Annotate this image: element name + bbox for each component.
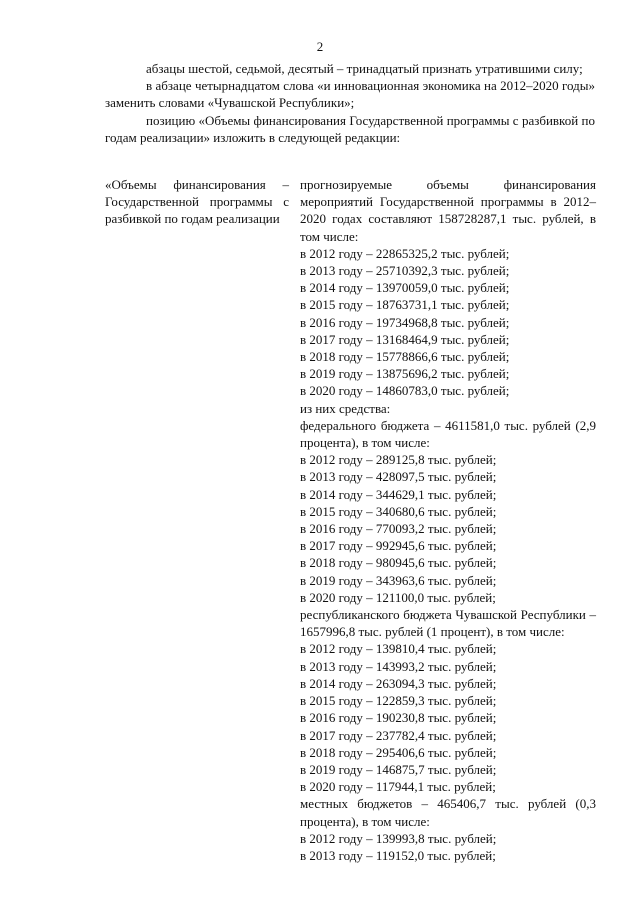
list-item: в 2014 году – 344629,1 тыс. рублей; [300,486,497,502]
of-which-label: из них средства: [300,400,391,416]
list-item: в 2014 году – 13970059,0 тыс. рублей; [300,280,510,296]
local-budget: местных бюджетов – 465406,7 тыс. рублей (0,3 процента), в том числе: [300,796,596,829]
list-item: в 2013 году – 119152,0 тыс. рублей; [300,847,496,863]
intro-paragraph: в абзаце четырнадцатом слова «и инновационная экономика на 2012–2020 годы» заменить словами «Чувашской Республики»; [105,78,595,111]
federal-budget: федерального бюджета – 4611581,0 тыс. рублей (2,9 процента), в том числе: [300,417,596,451]
list-item: в 2017 году – 237782,4 тыс. рублей; [300,727,497,743]
list-item: в 2015 году – 18763731,1 тыс. рублей; [300,297,510,313]
list-item: в 2012 году – 139810,4 тыс. рублей; [300,641,497,657]
list-item: в 2012 году – 22865325,2 тыс. рублей; [300,245,510,261]
list-item: в 2020 году – 14860783,0 тыс. рублей; [300,383,510,399]
list-item: в 2012 году – 139993,8 тыс. рублей; [300,830,497,846]
list-item: в 2014 году – 263094,3 тыс. рублей; [300,675,497,691]
list-item: в 2015 году – 340680,6 тыс. рублей; [300,503,497,519]
list-item: в 2015 году – 122859,3 тыс. рублей; [300,693,497,709]
list-item: в 2019 году – 13875696,2 тыс. рублей; [300,366,510,382]
list-item: в 2019 году – 146875,7 тыс. рублей; [300,761,497,777]
list-item: в 2013 году – 25710392,3 тыс. рублей; [300,263,510,279]
list-item: в 2017 году – 13168464,9 тыс. рублей; [300,331,510,347]
list-item: в 2020 году – 121100,0 тыс. рублей; [300,589,496,605]
list-item: в 2017 году – 992945,6 тыс. рублей; [300,538,497,554]
local-years-list [300,830,596,864]
list-item: в 2018 году – 15778866,6 тыс. рублей; [300,349,510,365]
list-item: в 2012 году – 289125,8 тыс. рублей; [300,452,497,468]
list-item: в 2018 году – 980945,6 тыс. рублей; [300,555,497,571]
page-number: 2 [316,39,324,54]
list-item: в 2013 году – 428097,5 тыс. рублей; [300,469,497,485]
financing-details [300,176,596,864]
position-label: «Объемы финансирования – Государственной программы с разбивкой по годам реализации [105,177,289,227]
total-years-list [300,245,596,400]
list-item: в 2016 году – 19734968,8 тыс. рублей; [300,314,510,330]
list-item: в 2018 году – 295406,6 тыс. рублей; [300,744,497,760]
republic-budget: республиканского бюджета Чувашской Республики – 1657996,8 тыс. рублей (1 процент), в том числе: [300,607,596,640]
intro-paragraph: абзацы шестой, седьмой, десятый – тринадцатый признать утратившими силу; [146,61,583,76]
list-item: в 2020 году – 117944,1 тыс. рублей; [300,779,496,795]
total-financing: прогнозируемые объемы финансирования мероприятий Государственной программы в 2012–2020 годах составляют 158728287,1 тыс. рублей, в том числе: [300,177,596,244]
list-item: в 2019 году – 343963,6 тыс. рублей; [300,572,497,588]
list-item: в 2013 году – 143993,2 тыс. рублей; [300,658,497,674]
intro-paragraph: позицию «Объемы финансирования Государственной программы с разбивкой по годам реализации» изложить в следующей редакции: [105,112,595,145]
federal-years-list [300,451,596,606]
list-item: в 2016 году – 770093,2 тыс. рублей; [300,521,497,537]
list-item: в 2016 году – 190230,8 тыс. рублей; [300,710,497,726]
republic-years-list [300,640,596,795]
intro-paragraphs [105,60,595,146]
